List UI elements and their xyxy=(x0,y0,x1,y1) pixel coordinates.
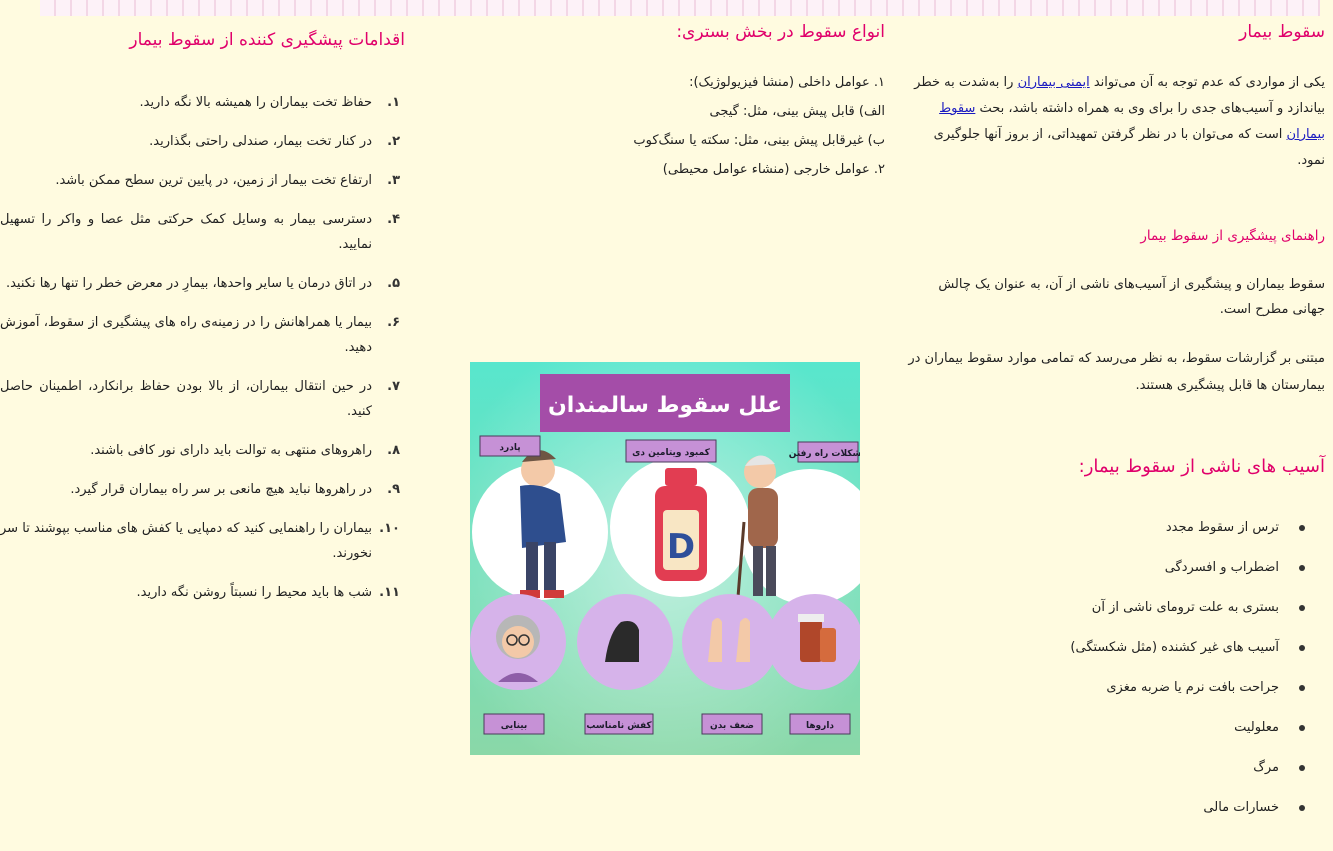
link-patient-falls[interactable]: سقوط بیماران xyxy=(939,101,1325,142)
list-item: ۵. در اتاق درمان یا سایر واحدها، بیمارِ در معرض خطر را تنها رها نکنید. xyxy=(5,276,400,291)
list-item: الف) قابل پیش بینی، مثل: گیجی xyxy=(709,104,885,119)
svg-text:داروها: داروها xyxy=(805,721,835,731)
infographic-title: علل سقوط سالمندان xyxy=(548,393,782,418)
prevention-title: اقدامات پیشگیری کننده از سقوط بیمار xyxy=(129,30,405,50)
guide-title: راهنمای پیشگیری از سقوط بیمار xyxy=(1140,228,1325,244)
middle-column xyxy=(420,0,890,851)
list-item: ۶. بیمار یا همراهانش را در زمینه‌ی راه های پیشگیری از سقوط، آموزش دهید. xyxy=(0,315,400,355)
label-leg-pain xyxy=(480,436,540,456)
circle-weakness xyxy=(682,594,778,690)
harms-list xyxy=(945,516,1325,836)
left-column xyxy=(0,0,410,851)
svg-text:کفش نامناسب: کفش نامناسب xyxy=(586,721,652,731)
infographic-svg xyxy=(470,362,860,755)
list-item: ۹. در راهروها نباید هیچ مانعی بر سر راه بیماران قرار گیرد. xyxy=(70,482,400,497)
list-item: ۴. دسترسی بیمار به وسایل کمک حرکتی مثل عصا و واکر را تسهیل نمایید. xyxy=(0,212,400,252)
bullet-icon xyxy=(1299,805,1305,811)
list-item: خسارات مالی xyxy=(945,796,1325,836)
svg-text:پادرد: پادرد xyxy=(499,443,521,453)
prevention-steps-list xyxy=(0,90,400,605)
list-item: بستری به علت ترومای ناشی از آن xyxy=(945,596,1325,636)
list-item: مرگ xyxy=(945,756,1325,796)
list-item: ۱۰. بیماران را راهنمایی کنید که دمپایی یا کفش های مناسب بپوشند تا سر نخورند. xyxy=(0,521,400,561)
list-item: ۲. عوامل خارجی (منشاء عوامل محیطی) xyxy=(662,162,885,177)
label-vision xyxy=(484,714,544,734)
bullet-icon xyxy=(1299,565,1305,571)
list-item: ۷. در حین انتقال بیماران، از بالا بودن حفاظ برانکارد، اطمینان حاصل کنید. xyxy=(0,379,400,419)
elderly-fall-causes-infographic xyxy=(470,362,860,755)
harms-title: آسیب های ناشی از سقوط بیمار: xyxy=(1078,456,1325,477)
vitamin-d-letter: D xyxy=(666,527,696,567)
link-patient-safety[interactable]: ایمنی بیماران xyxy=(1017,75,1090,90)
list-item: آسیب های غیر کشنده (مثل شکستگی) xyxy=(945,636,1325,676)
bullet-icon xyxy=(1299,605,1305,611)
guide-paragraph: سقوط بیماران و پیشگیری از آسیب‌های ناشی از آن، به عنوان یک چالش جهانی مطرح است. xyxy=(938,277,1325,317)
list-item: ۱. حفاظ تخت بیماران را همیشه بالا نگه دارید. xyxy=(139,95,400,110)
list-item: معلولیت xyxy=(945,716,1325,756)
svg-text:کمبود ویتامین دی: کمبود ویتامین دی xyxy=(632,448,710,458)
list-item: ۸. راهروهای منتهی به توالت باید دارای نور کافی باشند. xyxy=(90,443,400,458)
fall-types-title: انواع سقوط در بخش بستری: xyxy=(676,22,885,42)
list-item: جراحت بافت نرم یا ضربه مغزی xyxy=(945,676,1325,716)
label-vitamin-d-deficiency xyxy=(626,440,716,462)
label-medications xyxy=(790,714,850,734)
bullet-icon xyxy=(1299,645,1305,651)
reports-paragraph: مبتنی بر گزارشات سقوط، به نظر می‌رسد که تمامی موارد سقوط بیماران در بیمارستان ها قابل پیشگیری هستند. xyxy=(908,351,1325,393)
intro-paragraph: یکی از مواردی که عدم توجه به آن می‌تواند ایمنی بیماران را به‌شدت به خطر بیاندازد و آسیب‌های جدی را برای وی به همراه داشته باشد، بحث سقوط بیماران است که می‌توان با در نظر گرفتن تمهیداتی، از بروز آنها جلوگیری نمود. xyxy=(914,75,1325,168)
list-item: ترس از سقوط مجدد xyxy=(945,516,1325,556)
list-item: ۳. ارتفاع تخت بیمار از زمین، در پایین ترین سطح ممکن باشد. xyxy=(55,173,400,188)
list-item: ۱۱. شب ها باید محیط را نسبتاً روشن نگه دارید. xyxy=(136,585,400,600)
svg-text:مشکلات راه رفتن: مشکلات راه رفتن xyxy=(788,449,860,459)
svg-text:بینایی: بینایی xyxy=(500,721,528,731)
list-item: ۱. عوامل داخلی (منشا فیزیولوژیک): xyxy=(689,75,885,90)
label-walking-problems xyxy=(789,442,860,462)
bullet-icon xyxy=(1299,685,1305,691)
list-item: ب) غیرقابل پیش بینی، مثل: سکته یا سنگ‌کوب xyxy=(633,133,885,148)
label-bad-shoes xyxy=(585,714,653,734)
fall-types-list xyxy=(445,70,885,186)
list-item: ۲. در کنار تخت بیمار، صندلی راحتی بگذارید. xyxy=(149,134,400,149)
bullet-icon xyxy=(1299,765,1305,771)
section-title-patient-fall: سقوط بیمار xyxy=(1239,22,1325,42)
bullet-icon xyxy=(1299,725,1305,731)
bullet-icon xyxy=(1299,525,1305,531)
list-item: اضطراب و افسردگی xyxy=(945,556,1325,596)
svg-text:ضعف بدن: ضعف بدن xyxy=(710,721,754,731)
label-body-weakness xyxy=(702,714,762,734)
right-column xyxy=(905,0,1325,851)
